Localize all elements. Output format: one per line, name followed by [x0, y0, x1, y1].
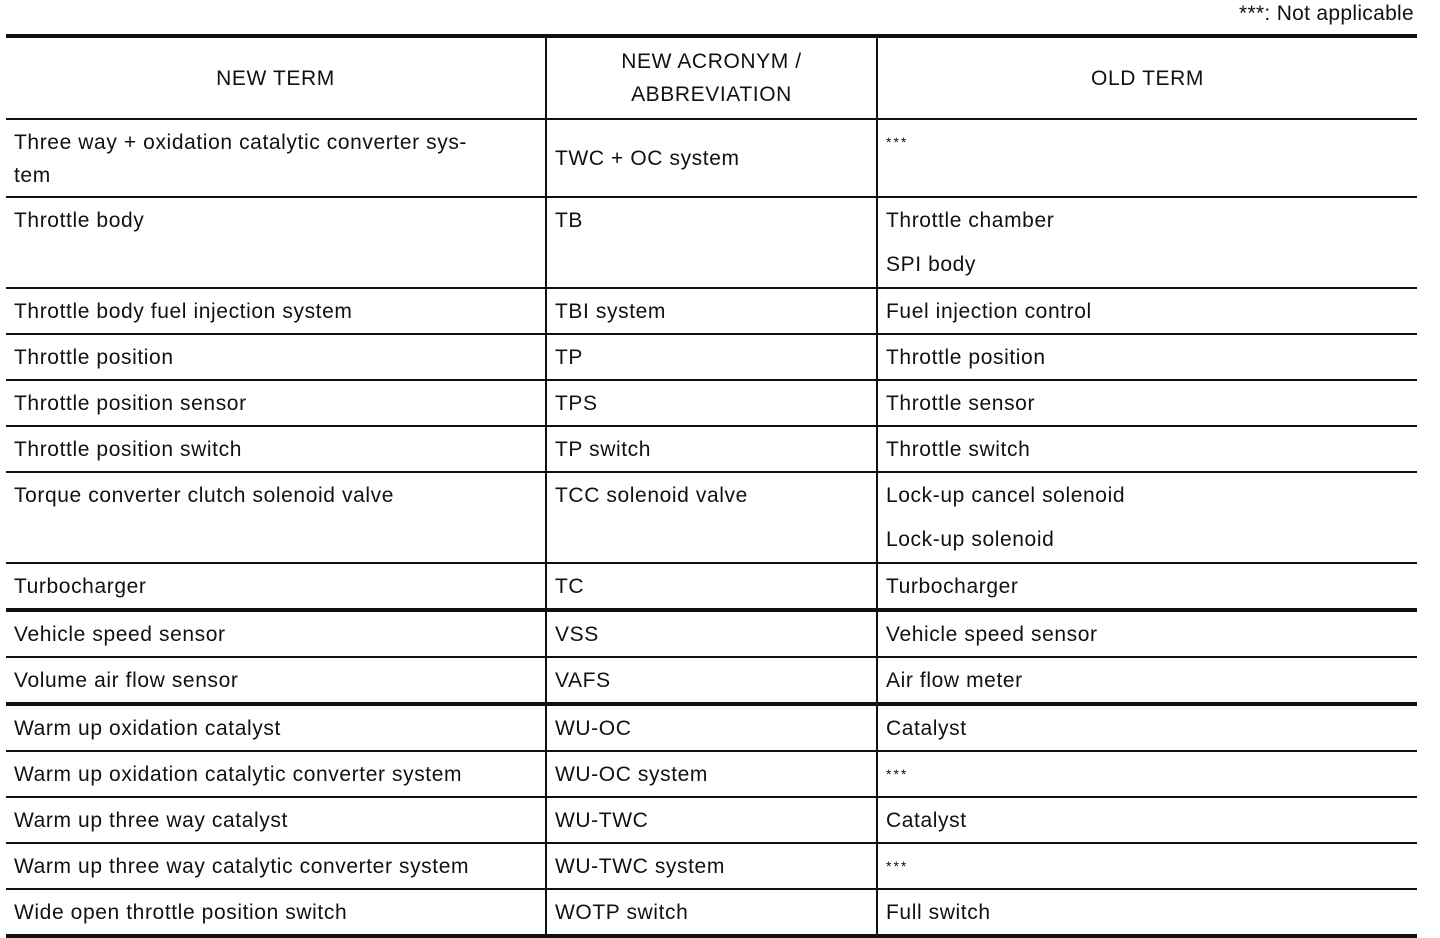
- terminology-table: [6, 34, 1417, 938]
- header-acronym-line2: ABBREVIATION: [631, 83, 792, 106]
- old-term-cell: [877, 197, 1417, 288]
- table-row: [6, 704, 1417, 751]
- new-term-cell: Warm up oxidation catalytic converter system: [14, 763, 463, 786]
- new-term-cell: Warm up three way catalyst: [14, 809, 288, 832]
- table-row: [6, 288, 1417, 334]
- table-row: [6, 426, 1417, 472]
- table-row: [6, 197, 1417, 288]
- new-term-cell: Throttle position: [14, 346, 174, 369]
- old-term-cell: Throttle position: [877, 334, 1417, 380]
- old-term-cell: [877, 472, 1417, 563]
- acronym-cell: WOTP switch: [546, 889, 877, 936]
- new-term-cell: Throttle body: [14, 209, 145, 232]
- not-applicable-marker: ***: [886, 766, 909, 782]
- header-old-term: OLD TERM: [877, 36, 1417, 119]
- acronym-cell: WU-OC: [546, 704, 877, 751]
- not-applicable-marker: ***: [886, 134, 909, 150]
- old-term-primary: Throttle chamber: [886, 209, 1055, 232]
- acronym-cell: WU-TWC: [546, 797, 877, 843]
- table-row: [6, 334, 1417, 380]
- table-row: [6, 889, 1417, 936]
- new-term-cell: Warm up oxidation catalyst: [14, 717, 281, 740]
- old-term-cell: Vehicle speed sensor: [877, 610, 1417, 657]
- table-row: [6, 380, 1417, 426]
- acronym-cell: TB: [546, 197, 877, 288]
- new-term-cell: Throttle body fuel injection system: [14, 300, 353, 323]
- new-term-cell: Wide open throttle position switch: [14, 901, 348, 924]
- old-term-cell: [877, 751, 1417, 797]
- new-term-line2: tem: [14, 164, 51, 187]
- acronym-cell: TP switch: [546, 426, 877, 472]
- table-row: [6, 843, 1417, 889]
- table-row: [6, 797, 1417, 843]
- old-term-cell: [877, 119, 1417, 197]
- new-term-cell: Vehicle speed sensor: [14, 623, 226, 646]
- acronym-cell: TWC + OC system: [546, 119, 877, 197]
- not-applicable-note: ***: Not applicable: [1239, 2, 1414, 25]
- header-new-term: NEW TERM: [216, 66, 335, 90]
- header-acronym-line1: NEW ACRONYM /: [621, 50, 802, 73]
- old-term-cell: Catalyst: [877, 797, 1417, 843]
- new-term-cell: Turbocharger: [14, 575, 147, 598]
- acronym-cell: VSS: [546, 610, 877, 657]
- new-term-cell: Warm up three way catalytic converter system: [14, 855, 470, 878]
- acronym-cell: TPS: [546, 380, 877, 426]
- header-acronym: [546, 36, 877, 119]
- old-term-cell: Fuel injection control: [877, 288, 1417, 334]
- table-row: [6, 610, 1417, 657]
- old-term-cell: Turbocharger: [877, 563, 1417, 610]
- table-header: [6, 36, 1417, 119]
- table-row: [6, 472, 1417, 563]
- header-row: [6, 36, 1417, 119]
- new-term-cell: Throttle position switch: [14, 438, 242, 461]
- acronym-cell: WU-OC system: [546, 751, 877, 797]
- new-term-cell: Torque converter clutch solenoid valve: [14, 484, 394, 507]
- new-term-line1: Three way + oxidation catalytic converter sys-: [14, 131, 468, 154]
- old-term-primary: Lock-up cancel solenoid: [886, 484, 1126, 507]
- acronym-cell: TBI system: [546, 288, 877, 334]
- table-row: [6, 657, 1417, 704]
- acronym-cell: VAFS: [546, 657, 877, 704]
- old-term-cell: Catalyst: [877, 704, 1417, 751]
- acronym-cell: WU-TWC system: [546, 843, 877, 889]
- old-term-cell: Full switch: [877, 889, 1417, 936]
- old-term-secondary: SPI body: [886, 253, 977, 276]
- old-term-cell: Air flow meter: [877, 657, 1417, 704]
- new-term-cell: Volume air flow sensor: [14, 669, 239, 692]
- old-term-secondary: Lock-up solenoid: [886, 528, 1055, 551]
- table-body: [6, 119, 1417, 936]
- old-term-cell: [877, 843, 1417, 889]
- acronym-cell: TCC solenoid valve: [546, 472, 877, 563]
- not-applicable-marker: ***: [886, 858, 909, 874]
- old-term-cell: Throttle sensor: [877, 380, 1417, 426]
- table-row: [6, 751, 1417, 797]
- new-term-cell: Throttle position sensor: [14, 392, 247, 415]
- old-term-cell: Throttle switch: [877, 426, 1417, 472]
- new-term-cell: [6, 119, 546, 197]
- table-row: [6, 563, 1417, 610]
- table-row: [6, 119, 1417, 197]
- acronym-cell: TP: [546, 334, 877, 380]
- acronym-cell: TC: [546, 563, 877, 610]
